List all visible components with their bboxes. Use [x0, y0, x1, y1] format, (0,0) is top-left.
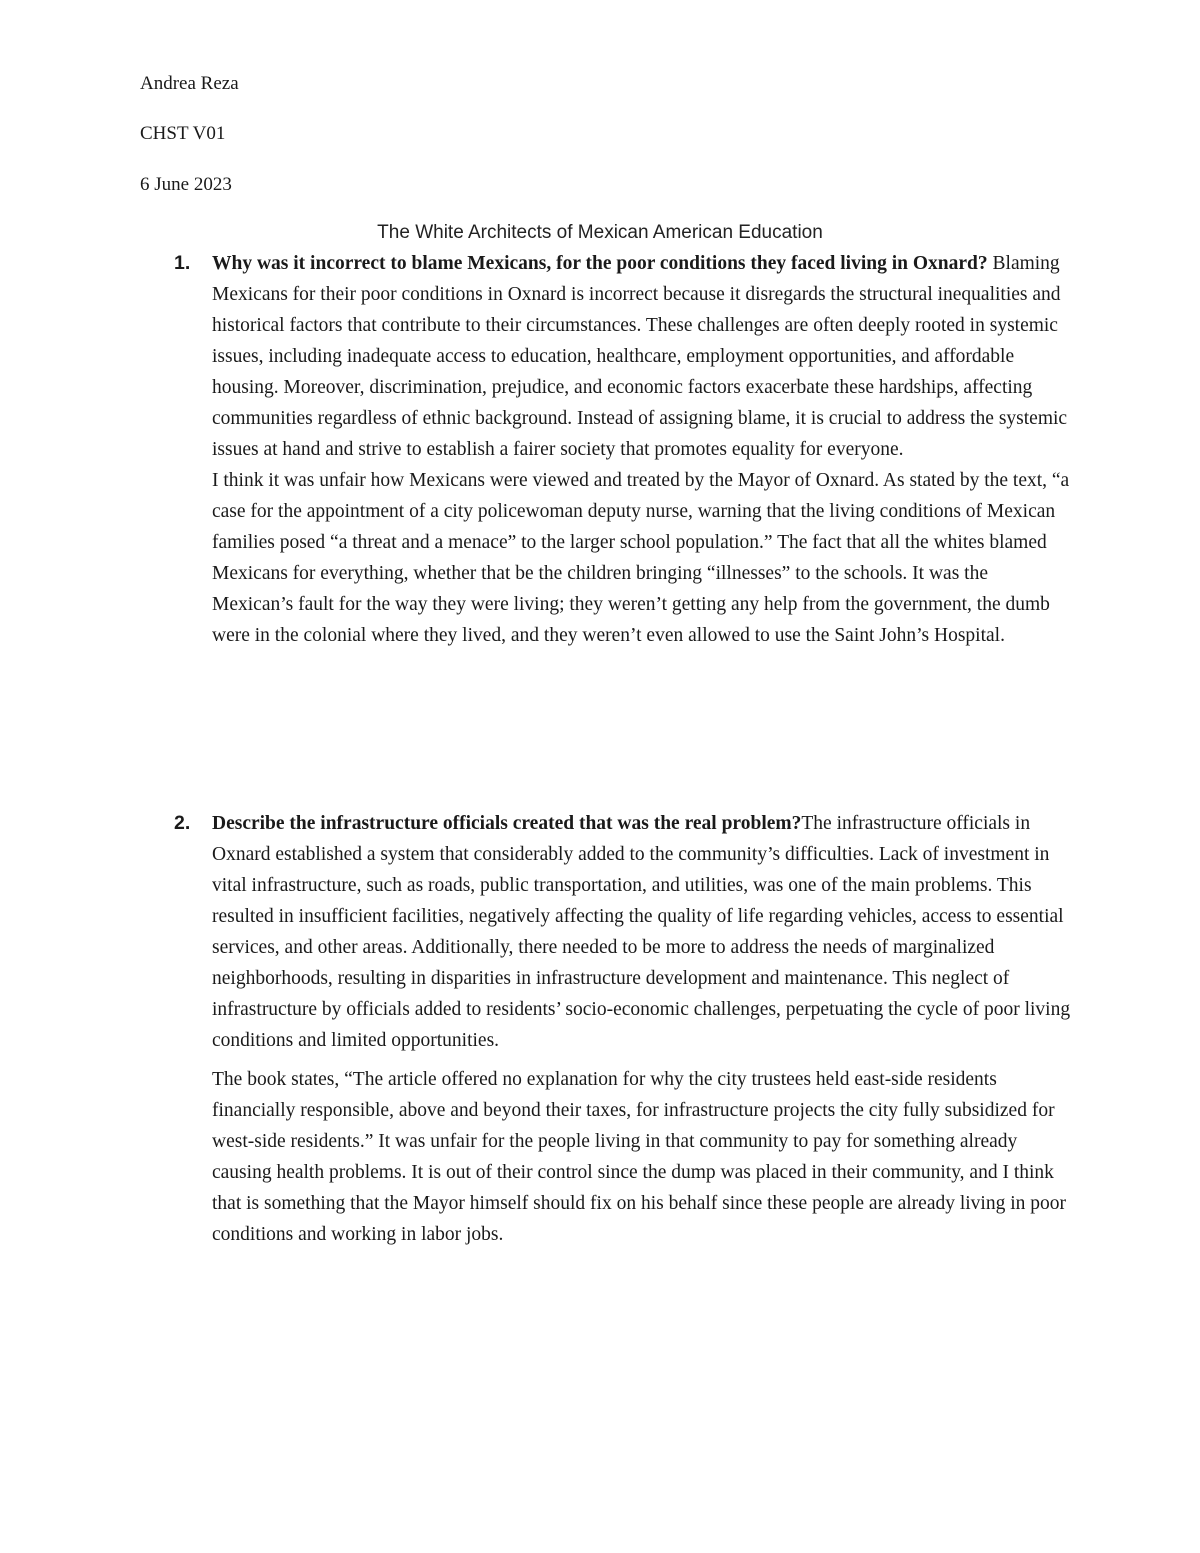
document-title: The White Architects of Mexican American Education: [377, 222, 823, 243]
question-1: [174, 248, 1072, 651]
course-code: CHST V01: [140, 123, 226, 144]
question-prompt: Describe the infrastructure officials created that was the real problem?: [212, 813, 802, 834]
question-prompt: Why was it incorrect to blame Mexicans, for the poor conditions they faced living in Oxnard?: [212, 253, 988, 274]
answer-text: Blaming Mexicans for their poor conditions in Oxnard is incorrect because it disregards the structural inequalities and historical factors that contribute to their circumstances. These challenges are often deeply rooted in systemic issues, including inadequate access to education, healthcare, employment opportunities, and affordable housing. Moreover, discrimination, prejudice, and economic factors exacerbate these hardships, affecting communities regardless of ethnic background. Instead of assigning blame, it is crucial to address the systemic issues at hand and strive to establish a fairer society that promotes equality for everyone.: [212, 253, 1068, 460]
answer-text: The infrastructure officials in Oxnard established a system that considerably added to the community’s difficulties. Lack of investment in vital infrastructure, such as roads, public transportation, and utilities, was one of the main problems. This resulted in insufficient facilities, negatively affecting the quality of life regarding vehicles, access to essential services, and other areas. Additionally, there needed to be more to address the needs of marginalized neighborhoods, resulting in disparities in infrastructure development and maintenance. This neglect of infrastructure by officials added to residents’ socio-economic challenges, perpetuating the cycle of poor living conditions and limited opportunities.: [212, 813, 1071, 1051]
question-2-followup: The book states, “The article offered no explanation for why the city trustees held east-side residents financially responsible, above and beyond their taxes, for infrastructure projects the city fully subsidized for west-side residents.” It was unfair for the people living in that community to pay for something already causing health problems. It is out of their control since the dump was placed in their community, and I think that is something that the Mayor himself should fix on his behalf since these people are already living in poor conditions and working in labor jobs.: [212, 1069, 1067, 1245]
question-1-answer: [212, 248, 1072, 465]
question-2-answer: [212, 808, 1072, 1056]
question-1-followup: I think it was unfair how Mexicans were viewed and treated by the Mayor of Oxnard. As stated by the text, “a case for the appointment of a city policewoman deputy nurse, warning that the living conditions of Mexican families posed “a threat and a menace” to the larger school population.” The fact that all the whites blamed Mexicans for everything, whether that be the children bringing “illnesses” to the schools. It was the Mexican’s fault for the way they were living; they weren’t getting any help from the government, the dumb were in the colonial where they lived, and they weren’t even allowed to use the Saint John’s Hospital.: [212, 470, 1070, 646]
submission-date: 6 June 2023: [140, 174, 232, 195]
question-2: [174, 808, 1072, 1250]
author-name: Andrea Reza: [140, 73, 239, 94]
question-number: 2.: [174, 812, 191, 834]
question-number: 1.: [174, 252, 191, 274]
